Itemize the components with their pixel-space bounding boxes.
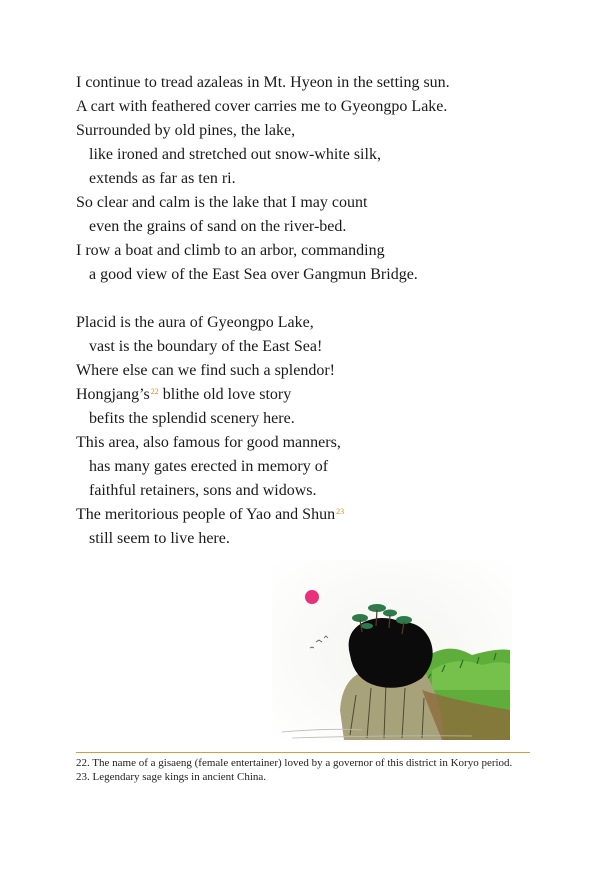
poem-line-text: Surrounded by old pines, the lake, xyxy=(76,122,296,139)
poem-line xyxy=(76,167,450,191)
poem-line xyxy=(76,71,450,95)
footnote-marker[interactable]: 23 xyxy=(336,507,345,516)
footnote-marker[interactable]: 22 xyxy=(150,387,159,396)
poem-line-text: like ironed and stretched out snow-white silk, xyxy=(89,146,381,163)
poem-line xyxy=(76,95,450,119)
poem-line-text: I continue to tread azaleas in Mt. Hyeon in the setting sun. xyxy=(76,74,450,91)
poem-line-text: I row a boat and climb to an arbor, commanding xyxy=(76,242,385,259)
poem-line xyxy=(76,239,450,263)
poem-line xyxy=(76,119,450,143)
poem-line xyxy=(76,263,450,287)
poem-line xyxy=(76,503,450,527)
poem-line xyxy=(76,311,450,335)
poem-line xyxy=(76,359,450,383)
poem-line-text: Hongjang’s xyxy=(76,386,150,403)
poem-line-text-continued: blithe old love story xyxy=(158,386,292,403)
poem-line-text: Placid is the aura of Gyeongpo Lake, xyxy=(76,314,314,331)
rock-landscape-icon xyxy=(272,560,512,742)
poem-line xyxy=(76,455,450,479)
poem-line-text: still seem to live here. xyxy=(89,530,230,547)
poem-line-text: This area, also famous for good manners, xyxy=(76,434,341,451)
footnote-item: 22. The name of a gisaeng (female entertainer) loved by a governor of this district in Koryo period. xyxy=(76,757,513,769)
footnote-item: 23. Legendary sage kings in ancient China. xyxy=(76,771,267,783)
poem-line-text: has many gates erected in memory of xyxy=(89,458,329,475)
poem-line xyxy=(76,383,450,407)
poem-text xyxy=(76,71,450,551)
poem-line xyxy=(76,527,450,551)
poem-line xyxy=(76,143,450,167)
poem-line-text: even the grains of sand on the river-bed. xyxy=(89,218,347,235)
poem-line xyxy=(76,479,450,503)
poem-line xyxy=(76,215,450,239)
poem-line xyxy=(76,431,450,455)
ink-painting-illustration xyxy=(272,560,512,742)
poem-line xyxy=(76,335,450,359)
poem-line-text: A cart with feathered cover carries me to Gyeongpo Lake. xyxy=(76,98,448,115)
poem-line-text: a good view of the East Sea over Gangmun Bridge. xyxy=(89,266,418,283)
poem-line-text: Where else can we find such a splendor! xyxy=(76,362,335,379)
stanza-break xyxy=(76,287,450,311)
footnotes xyxy=(76,756,526,784)
poem-line-text: So clear and calm is the lake that I may count xyxy=(76,194,368,211)
poem-line-text: befits the splendid scenery here. xyxy=(89,410,295,427)
poem-line-text: faithful retainers, sons and widows. xyxy=(89,482,317,499)
footnote-divider xyxy=(76,752,530,753)
poem-line-text: The meritorious people of Yao and Shun xyxy=(76,506,336,523)
poem-line xyxy=(76,407,450,431)
poem-line-text: vast is the boundary of the East Sea! xyxy=(89,338,323,355)
poem-line xyxy=(76,191,450,215)
poem-line-text: extends as far as ten ri. xyxy=(89,170,236,187)
sun-icon xyxy=(305,590,319,604)
